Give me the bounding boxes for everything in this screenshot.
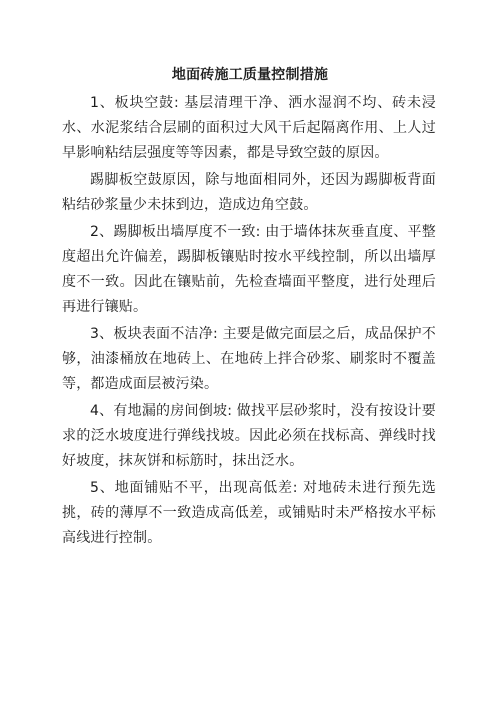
document-title: 地面砖施工质量控制措施 xyxy=(171,67,329,83)
paragraph-3: 2、踢脚板出墙厚度不一致: 由于墙体抹灰垂直度、平整度超出允许偏差，踢脚板镶贴时按水平线控制，所以出墙厚度不一致。因此在镶贴前，先检查墙面平整度，进行处理后再进行镶贴。 xyxy=(62,224,436,315)
paragraph-4: 3、板块表面不洁净: 主要是做完面层之后，成品保护不够，油漆桶放在地砖上、在地砖上拌合砂浆、刷浆时不覆盖等，都造成面层被污染。 xyxy=(62,326,436,392)
paragraph-1: 1、板块空鼓: 基层清理干净、洒水湿润不均、砖未浸水、水泥浆结合层刷的面积过大风干后起隔离作用、上人过早影响粘结层强度等等因素，都是导致空鼓的原因。 xyxy=(62,95,436,161)
paragraph-5: 4、有地漏的房间倒坡: 做找平层砂浆时，没有按设计要求的泛水坡度进行弹线找坡。因此必须在找标高、弹线时找好坡度，抹灰饼和标筋时，抹出泛水。 xyxy=(62,403,436,469)
document-body xyxy=(62,91,436,553)
paragraph-2: 踢脚板空鼓原因，除与地面相同外，还因为踢脚板背面粘结砂浆量少未抹到边，造成边角空鼓。 xyxy=(62,172,436,213)
paragraph-6: 5、地面铺贴不平，出现高低差: 对地砖未进行预先选挑，砖的薄厚不一致造成高低差，或铺贴时未严格按水平标高线进行控制。 xyxy=(62,480,436,546)
